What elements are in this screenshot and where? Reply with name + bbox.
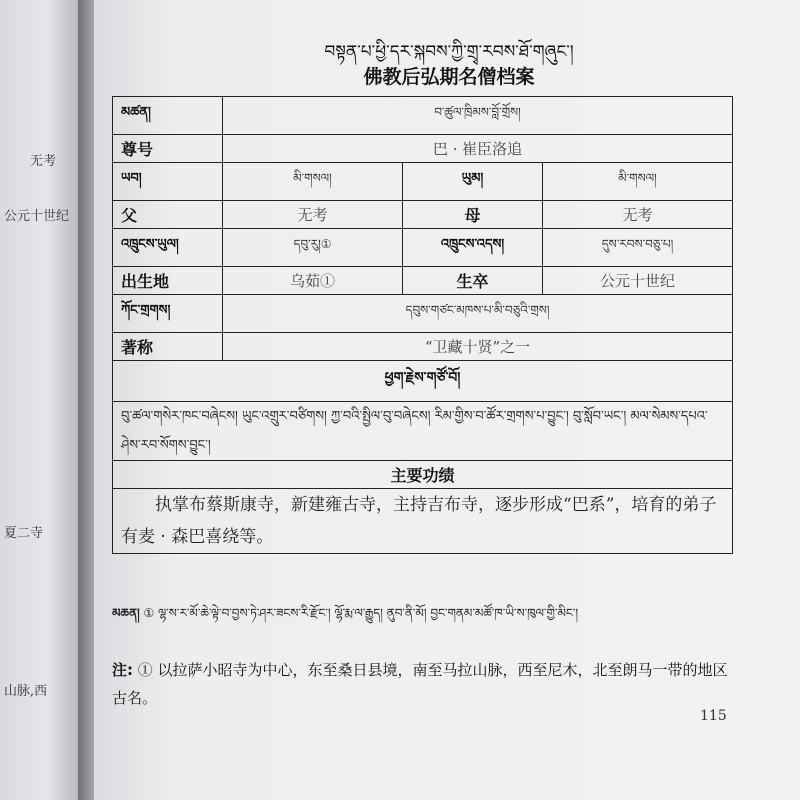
title-value: “卫藏十贤”之一 [223,333,733,361]
mother-label-tibetan: ཡུམ། [403,163,543,201]
lifespan-label: 生卒 [403,267,543,295]
footnote-text-tibetan: ① ལྷ་ས་ར་མོ་ཆེ་ལྟེ་བ་བྱས་ཏེ་ཤར་ཟངས་རི་རྫོང་། ལྷོ་རྨ་ལ་རྒྱུད། ནུབ་ནི་མོ། བྱང་གནམ་མཚོ་ཁ་ཡི་ས་ཁུལ་གྱི་མིང་། [143,606,579,620]
lifespan-value: 公元十世纪 [543,267,733,295]
left-page-line: 无考 [30,154,57,169]
title-label-tibetan: ཀོང་གྲགས། [113,295,223,333]
main-deeds-text: 执掌布蔡斯康寺，新建雍古寺，主持吉布寺，逐步形成“巴系”，培育的弟子有麦 · 森巴喜绕等。 [113,489,733,554]
footnote-text: ① 以拉萨小昭寺为中心，东至桑日县境，南至马拉山脉，西至尼木，北至朗马一带的地区古名。 [112,661,728,707]
birthplace-value-tibetan: དབུ་རུ།① [223,229,403,267]
mother-label: 母 [403,201,543,229]
father-label-tibetan: ཡབ། [113,163,223,201]
left-page-line: 山脉,西 [4,684,48,699]
monk-record-table [112,96,733,554]
main-deeds-heading: 主要功绩 [113,461,733,489]
birthplace-value: 乌茹① [223,267,403,295]
title-label: 著称 [113,333,223,361]
honorific-value: 巴 · 崔臣洛追 [223,135,733,163]
page-title-chinese: 佛教后弘期名僧档案 [363,66,535,88]
left-page-line: 公元十世纪 [4,209,70,224]
main-deeds-heading-tibetan: ཕྱག་རྗེས་གཙོ་བོ། [113,361,733,402]
name-label: མཚན། [113,97,223,135]
father-label: 父 [113,201,223,229]
lifespan-value-tibetan: དུས་རབས་བཅུ་པ། [543,229,733,267]
book-page [94,0,800,800]
main-deeds-text-tibetan: བུ་ཚལ་གསེར་ཁང་བཞེངས། ཡུང་འགྲུར་བཙིགས། ཀྱ་བའི་སྤྱིལ་བུ་བཞེངས། རིམ་གྱིས་བ་ཚོར་གྲགས་པ་བྱུང་། བུ་སློབ་ཡང་། མལ་སེམས་དཔའ་ཤེས་རབ་སོགས་བྱུང་། [113,402,733,461]
book-gutter [78,0,94,800]
left-page-line: 夏二寺 [4,526,44,541]
name-value: བ་ཚུལ་ཁྲིམས་བློ་གྲོས། [223,97,733,135]
footnote-tibetan [112,600,742,626]
lifespan-label-tibetan: འཁྲུངས་འདས། [403,229,543,267]
page-title-tibetan: བསྟན་པ་ཕྱི་དར་སྐབས་ཀྱི་གྲྭ་རབས་ཐོ་གཞུང་། [324,42,574,62]
father-value-tibetan: མི་གསལ། [223,163,403,201]
footnote-label-tibetan: མཆན། [112,606,140,620]
left-facing-page [0,0,78,800]
father-value: 无考 [223,201,403,229]
birthplace-label: 出生地 [113,267,223,295]
mother-value: 无考 [543,201,733,229]
mother-value-tibetan: མི་གསལ། [543,163,733,201]
page-number: 115 [700,708,727,724]
title-value-tibetan: དབུས་གཙང་མཁས་པ་མི་བཅུའི་གྲས། [223,295,733,333]
honorific-label: 尊号 [113,135,223,163]
birthplace-label-tibetan: འཁྲུངས་ཡུལ། [113,229,223,267]
footnote-chinese [112,656,742,712]
footnote-label: 注: [112,661,133,679]
